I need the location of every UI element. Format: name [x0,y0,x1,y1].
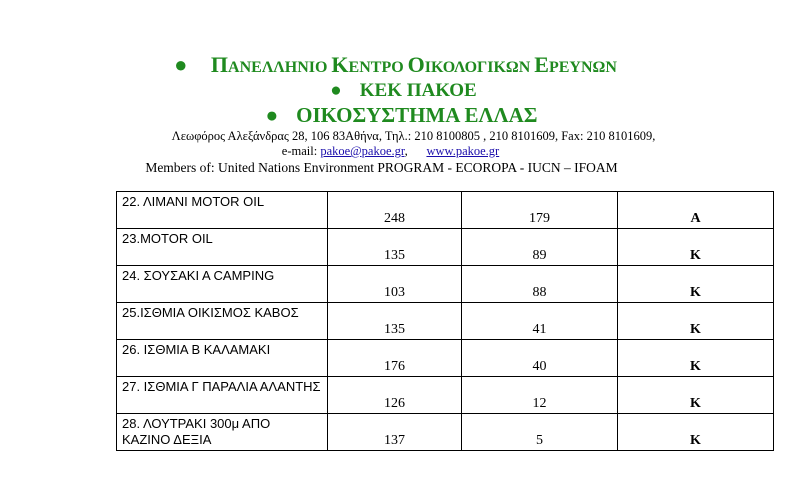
value2-cell: 12 [462,377,618,414]
location-name: 25.ΙΣΘΜΙΑ ΟΙΚΙΣΜΟΣ ΚΑΒΟΣ [122,305,299,320]
website-link[interactable]: www.pakoe.gr [426,144,500,158]
value1-cell: 176 [328,340,462,377]
category-cell: Κ [618,266,774,303]
table-row [117,192,774,229]
org-name-line [0,52,791,78]
location-name: 22. ΛΙΜΑΝΙ MOTOR OIL [122,194,265,209]
table-row [117,340,774,377]
location-cell [117,340,328,377]
members-line: Members of: United Nations Environment PROGRAM - ECOROPA - IUCN – IFOAM [145,160,618,175]
value2-cell: 88 [462,266,618,303]
value1-cell: 137 [328,414,462,451]
category-cell: Κ [618,377,774,414]
table-row [117,414,774,451]
location-cell [117,377,328,414]
category-cell: Κ [618,414,774,451]
category-cell: Α [618,192,774,229]
value1-cell: 248 [328,192,462,229]
table-row [117,303,774,340]
table-row [117,377,774,414]
category-cell: Κ [618,340,774,377]
location-cell [117,414,328,451]
value1-cell: 135 [328,229,462,266]
location-cell [117,192,328,229]
table-row [117,266,774,303]
location-cell [117,266,328,303]
location-name: 26. ΙΣΘΜΙΑ Β ΚΑΛΑΜΑΚΙ [122,342,271,357]
location-name: 23.MOTOR OIL [122,231,213,246]
location-name: 28. ΛΟΥΤΡΑΚΙ 300μ ΑΠΟ ΚΑΖΙΝΟ ΔΕΞΙΑ [122,416,271,447]
value2-cell: 40 [462,340,618,377]
kek-line [8,80,791,102]
table-row [117,229,774,266]
category-cell: Κ [618,303,774,340]
value2-cell: 41 [462,303,618,340]
email-link[interactable]: pakoe@pakoe.gr [320,144,405,158]
contact-line: e-mail: pakoe@pakoe.gr, www.pakoe.gr [281,144,500,158]
location-cell [117,229,328,266]
kek-title: ΚΕΚ ΠΑΚΟΕ [359,80,477,101]
ecosystem-line [6,103,791,128]
bullet-icon: ● [330,80,342,101]
value2-cell: 89 [462,229,618,266]
value1-cell: 126 [328,377,462,414]
value2-cell: 5 [462,414,618,451]
ecosystem-title: ΟΙΚΟΣΥΣΤΗΜΑ ΕΛΛΑΣ [296,103,538,127]
address-line: Λεωφόρος Αλεξάνδρας 28, 106 83Αθήνα, Τηλ.: 210 8100805 , 210 8101609, Fax: 210 8101609, [171,129,656,143]
bullet-icon: ● [265,103,279,127]
data-table [116,191,774,451]
value1-cell: 103 [328,266,462,303]
bullet-icon: ● [174,52,188,77]
org-name: ΠΑΝΕΛΛΗΝΙΟ ΚΕΝΤΡΟ ΟΙΚΟΛΟΓΙΚΩΝ ΕΡΕΥΝΩΝ [210,52,617,77]
value2-cell: 179 [462,192,618,229]
location-name: 24. ΣΟΥΣΑΚΙ Α CAMPING [122,268,275,283]
location-name: 27. ΙΣΘΜΙΑ Γ ΠΑΡΑΛΙΑ ΑΛΑΝΤΗΣ [122,379,321,394]
value1-cell: 135 [328,303,462,340]
location-cell [117,303,328,340]
category-cell: Κ [618,229,774,266]
